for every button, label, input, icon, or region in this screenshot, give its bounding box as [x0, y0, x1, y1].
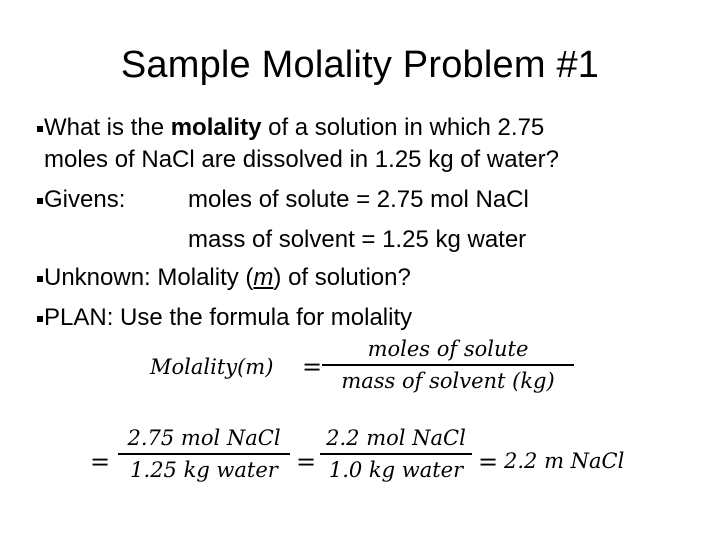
calc-fraction-1-denominator: 1.25 kg water — [118, 453, 290, 482]
formula-denominator: mass of solvent (kg) — [322, 364, 574, 393]
calc-fraction-2-denominator: 1.0 kg water — [320, 453, 472, 482]
molality-symbol: m — [253, 264, 274, 291]
question-bold-term: molality — [170, 114, 262, 141]
calc-fraction-2 — [320, 426, 472, 482]
unknown-text-end: ) of solution? — [273, 264, 411, 291]
formula-fraction — [322, 337, 574, 393]
calc-fraction-1 — [118, 426, 290, 482]
question-line-1 — [44, 114, 544, 142]
formula-numerator: moles of solute — [367, 337, 529, 361]
unknown-line — [44, 264, 411, 292]
calc-equals-1: = — [90, 448, 111, 476]
plan-line: PLAN: Use the formula for molality — [44, 304, 413, 331]
unknown-text-start: Unknown: Molality ( — [44, 264, 254, 291]
calc-equals-2: = — [296, 448, 317, 476]
slide-title: Sample Molality Problem #1 — [120, 44, 600, 86]
givens-item-solvent: mass of solvent = 1.25 kg water — [188, 226, 527, 253]
bullet-marker — [37, 276, 43, 282]
formula-equals: = — [302, 353, 323, 381]
calc-equals-3: = — [478, 448, 499, 476]
question-text-end: of a solution in which 2.75 — [261, 114, 545, 141]
givens-item-solute: moles of solute = 2.75 mol NaCl — [188, 186, 529, 213]
bullet-marker — [37, 198, 43, 204]
question-line-2: moles of NaCl are dissolved in 1.25 kg of water? — [44, 146, 559, 173]
formula-lhs: Molality(m) — [150, 355, 274, 379]
calc-fraction-1-numerator: 2.75 mol NaCl — [127, 426, 281, 450]
calc-result: 2.2 m NaCl — [504, 449, 625, 473]
calc-fraction-2-numerator: 2.2 mol NaCl — [326, 426, 466, 450]
bullet-marker — [37, 126, 43, 132]
bullet-marker — [37, 316, 43, 322]
givens-label: Givens: — [44, 186, 126, 213]
question-text-start: What is the — [44, 114, 171, 141]
